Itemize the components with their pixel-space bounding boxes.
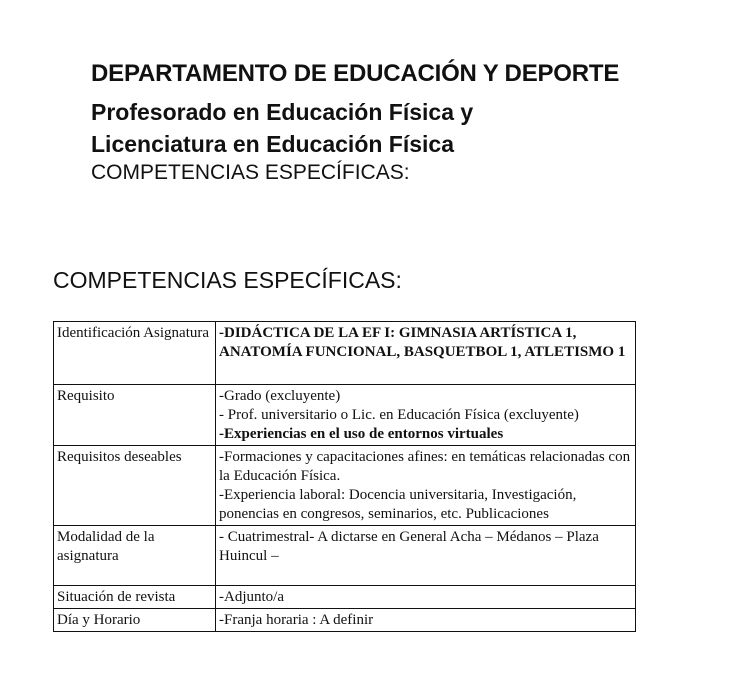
department-title: DEPARTAMENTO DE EDUCACIÓN Y DEPORTE bbox=[91, 60, 620, 87]
table-row bbox=[54, 322, 636, 385]
row-label: Identificación Asignatura bbox=[54, 322, 216, 385]
program-line-2: Licenciatura en Educación Física bbox=[91, 131, 455, 157]
table-row bbox=[54, 526, 636, 586]
table-row bbox=[54, 586, 636, 609]
desirable-line: -Experiencia laboral: Docencia universitaria, Investigación, ponencias en congresos, seminarios, etc. Publicaciones bbox=[219, 487, 577, 522]
section-title: COMPETENCIAS ESPECÍFICAS: bbox=[53, 267, 402, 293]
program-line-1: Profesorado en Educación Física y bbox=[91, 99, 474, 125]
requirement-line: -Grado (excluyente) bbox=[219, 388, 341, 404]
row-label: Requisitos deseables bbox=[54, 446, 216, 526]
table-row bbox=[54, 446, 636, 526]
requirement-line-bold: -Experiencias en el uso de entornos virtuales bbox=[219, 426, 504, 442]
subject-name: -DIDÁCTICA DE LA EF I: GIMNASIA ARTÍSTICA 1, ANATOMÍA FUNCIONAL, BASQUETBOL 1, ATLETISMO 1 bbox=[219, 325, 626, 360]
competencias-subtitle: COMPETENCIAS ESPECÍFICAS: bbox=[91, 161, 410, 184]
row-value: -Adjunto/a bbox=[216, 586, 636, 609]
document-header bbox=[91, 58, 711, 186]
desirable-line: -Formaciones y capacitaciones afines: en temáticas relacionadas con la Educación Física. bbox=[219, 449, 631, 484]
row-label: Día y Horario bbox=[54, 609, 216, 632]
table-row bbox=[54, 385, 636, 446]
program-title bbox=[91, 96, 711, 160]
row-value bbox=[216, 322, 636, 385]
row-value: -Franja horaria : A definir bbox=[216, 609, 636, 632]
row-value bbox=[216, 385, 636, 446]
row-value bbox=[216, 446, 636, 526]
row-label: Requisito bbox=[54, 385, 216, 446]
row-value: - Cuatrimestral- A dictarse en General Acha – Médanos – Plaza Huincul – bbox=[216, 526, 636, 586]
row-label: Situación de revista bbox=[54, 586, 216, 609]
table-row bbox=[54, 609, 636, 632]
subject-info-table bbox=[53, 321, 636, 632]
row-label: Modalidad de la asignatura bbox=[54, 526, 216, 586]
requirement-line: - Prof. universitario o Lic. en Educación Física (excluyente) bbox=[219, 407, 579, 423]
